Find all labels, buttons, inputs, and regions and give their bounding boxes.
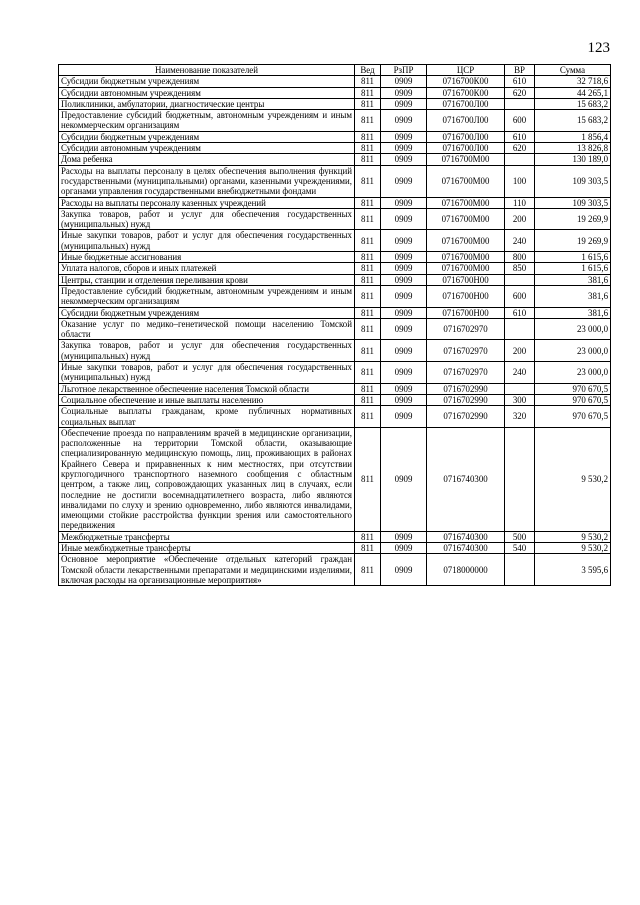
table-row (59, 230, 611, 252)
row-csr-cell: 0716700Н00 (427, 274, 505, 285)
row-sum-cell: 19 269,9 (535, 208, 611, 230)
row-ved-cell: 811 (355, 165, 381, 197)
row-vr-cell: 610 (505, 307, 535, 318)
row-ved-cell: 811 (355, 76, 381, 87)
row-vr-cell: 610 (505, 76, 535, 87)
row-sum-cell: 970 670,5 (535, 394, 611, 405)
row-csr-cell: 0716700Л00 (427, 98, 505, 109)
row-vr-cell: 620 (505, 87, 535, 98)
table-row (59, 554, 611, 586)
row-csr-cell: 0716700М00 (427, 197, 505, 208)
row-name-cell: Иные закупки товаров, работ и услуг для обеспечения государственных (муниципальных) нужд (59, 230, 355, 252)
row-rzpr-cell: 0909 (381, 197, 427, 208)
row-csr-cell: 0716700Л00 (427, 131, 505, 142)
header-ved: Вед (355, 65, 381, 76)
row-name-cell: Уплата налогов, сборов и иных платежей (59, 263, 355, 274)
row-name-cell: Закупка товаров, работ и услуг для обеспечения государственных (муниципальных) нужд (59, 340, 355, 362)
row-name-cell: Субсидии бюджетным учреждениям (59, 76, 355, 87)
row-ved-cell: 811 (355, 285, 381, 307)
table-row (59, 87, 611, 98)
table-row (59, 427, 611, 531)
row-sum-cell: 970 670,5 (535, 406, 611, 428)
table-row (59, 165, 611, 197)
row-sum-cell: 381,6 (535, 285, 611, 307)
row-name-cell: Льготное лекарственное обеспечение населения Томской области (59, 383, 355, 394)
row-ved-cell: 811 (355, 110, 381, 132)
table-row (59, 543, 611, 554)
row-csr-cell: 0716702970 (427, 318, 505, 340)
budget-table (58, 64, 611, 586)
row-vr-cell: 540 (505, 543, 535, 554)
row-csr-cell: 0716700К00 (427, 87, 505, 98)
row-name-cell: Закупка товаров, работ и услуг для обеспечения государственных (муниципальных) нужд (59, 208, 355, 230)
table-row (59, 143, 611, 154)
table-row (59, 76, 611, 87)
row-rzpr-cell: 0909 (381, 263, 427, 274)
row-rzpr-cell: 0909 (381, 143, 427, 154)
row-name-cell: Обеспечение проезда по направлениям врачей в медицинские организации, расположенные на территории Томской области, оказывающие специализированную медицинскую помощь, лиц, проживающих в районах Крайнего Севера и приравненных к ним местностях, при отсутствии круглогодичного транспортного наземного сообщения с областным центром, а также лиц, сопровождающих указанных лиц в случаях, если последние не достигли восемнадцатилетнего возраста, либо являются инвалидами по слуху и зрению одновременно, либо являются инвалидами, имеющими стойкие расстройства функции зрения или самостоятельного передвижения (59, 427, 355, 531)
row-rzpr-cell: 0909 (381, 394, 427, 405)
row-sum-cell: 1 615,6 (535, 263, 611, 274)
row-sum-cell: 19 269,9 (535, 230, 611, 252)
row-csr-cell: 0716702970 (427, 362, 505, 384)
row-csr-cell: 0716700М00 (427, 230, 505, 252)
row-name-cell: Предоставление субсидий бюджетным, автономным учреждениям и иным некоммерческим организациям (59, 285, 355, 307)
row-rzpr-cell: 0909 (381, 76, 427, 87)
header-sum: Сумма (535, 65, 611, 76)
row-ved-cell: 811 (355, 531, 381, 542)
row-vr-cell: 110 (505, 197, 535, 208)
row-rzpr-cell: 0909 (381, 87, 427, 98)
row-name-cell: Центры, станции и отделения переливания крови (59, 274, 355, 285)
row-sum-cell: 44 265,1 (535, 87, 611, 98)
row-ved-cell: 811 (355, 362, 381, 384)
table-row (59, 197, 611, 208)
row-rzpr-cell: 0909 (381, 554, 427, 586)
row-vr-cell: 800 (505, 252, 535, 263)
row-name-cell: Иные межбюджетные трансферты (59, 543, 355, 554)
row-csr-cell: 0716700Л00 (427, 143, 505, 154)
row-name-cell: Субсидии бюджетным учреждениям (59, 307, 355, 318)
row-sum-cell: 23 000,0 (535, 340, 611, 362)
row-name-cell: Субсидии автономным учреждениям (59, 87, 355, 98)
row-sum-cell: 9 530,2 (535, 531, 611, 542)
row-csr-cell: 0716702970 (427, 340, 505, 362)
table-row (59, 154, 611, 165)
row-rzpr-cell: 0909 (381, 340, 427, 362)
table-header-row (59, 65, 611, 76)
row-rzpr-cell: 0909 (381, 208, 427, 230)
row-sum-cell: 13 826,8 (535, 143, 611, 154)
row-rzpr-cell: 0909 (381, 318, 427, 340)
row-ved-cell: 811 (355, 427, 381, 531)
row-sum-cell: 9 530,2 (535, 543, 611, 554)
table-row (59, 98, 611, 109)
row-csr-cell: 0716702990 (427, 406, 505, 428)
row-sum-cell: 970 670,5 (535, 383, 611, 394)
table-row (59, 252, 611, 263)
row-sum-cell: 32 718,6 (535, 76, 611, 87)
row-vr-cell: 500 (505, 531, 535, 542)
row-vr-cell: 320 (505, 406, 535, 428)
row-name-cell: Социальные выплаты гражданам, кроме публичных нормативных социальных выплат (59, 406, 355, 428)
header-vr: ВР (505, 65, 535, 76)
row-csr-cell: 0716700Н00 (427, 307, 505, 318)
row-rzpr-cell: 0909 (381, 274, 427, 285)
table-row (59, 362, 611, 384)
row-ved-cell: 811 (355, 394, 381, 405)
row-ved-cell: 811 (355, 131, 381, 142)
row-name-cell: Предоставление субсидий бюджетным, автономным учреждениям и иным некоммерческим организациям (59, 110, 355, 132)
table-row (59, 307, 611, 318)
row-vr-cell: 200 (505, 340, 535, 362)
row-vr-cell: 240 (505, 362, 535, 384)
row-vr-cell (505, 383, 535, 394)
row-sum-cell: 23 000,0 (535, 318, 611, 340)
row-sum-cell: 1 615,6 (535, 252, 611, 263)
row-rzpr-cell: 0909 (381, 131, 427, 142)
header-name: Наименование показателей (59, 65, 355, 76)
row-name-cell: Межбюджетные трансферты (59, 531, 355, 542)
row-rzpr-cell: 0909 (381, 110, 427, 132)
row-csr-cell: 0718000000 (427, 554, 505, 586)
table-row (59, 110, 611, 132)
row-ved-cell: 811 (355, 208, 381, 230)
row-ved-cell: 811 (355, 318, 381, 340)
row-ved-cell: 811 (355, 274, 381, 285)
row-sum-cell: 23 000,0 (535, 362, 611, 384)
row-vr-cell (505, 98, 535, 109)
row-ved-cell: 811 (355, 252, 381, 263)
row-vr-cell: 300 (505, 394, 535, 405)
row-rzpr-cell: 0909 (381, 285, 427, 307)
row-sum-cell: 381,6 (535, 274, 611, 285)
row-ved-cell: 811 (355, 263, 381, 274)
table-row (59, 394, 611, 405)
row-ved-cell: 811 (355, 406, 381, 428)
row-rzpr-cell: 0909 (381, 307, 427, 318)
table-row (59, 263, 611, 274)
row-vr-cell (505, 154, 535, 165)
row-name-cell: Поликлиники, амбулатории, диагностические центры (59, 98, 355, 109)
row-rzpr-cell: 0909 (381, 383, 427, 394)
row-name-cell: Субсидии бюджетным учреждениям (59, 131, 355, 142)
row-ved-cell: 811 (355, 197, 381, 208)
row-csr-cell: 0716700М00 (427, 252, 505, 263)
row-csr-cell: 0716740300 (427, 543, 505, 554)
row-name-cell: Основное мероприятие «Обеспечение отдельных категорий граждан Томской области лекарственными препаратами и медицинскими изделиями, включая расходы на организационные мероприятия» (59, 554, 355, 586)
row-csr-cell: 0716700Л00 (427, 110, 505, 132)
row-rzpr-cell: 0909 (381, 154, 427, 165)
row-sum-cell: 3 595,6 (535, 554, 611, 586)
row-ved-cell: 811 (355, 307, 381, 318)
table-row (59, 274, 611, 285)
row-ved-cell: 811 (355, 230, 381, 252)
page-number: 123 (587, 40, 610, 56)
row-vr-cell (505, 318, 535, 340)
row-sum-cell: 381,6 (535, 307, 611, 318)
row-rzpr-cell: 0909 (381, 230, 427, 252)
table-row (59, 383, 611, 394)
row-rzpr-cell: 0909 (381, 252, 427, 263)
row-sum-cell: 109 303,5 (535, 165, 611, 197)
row-csr-cell: 0716700М00 (427, 208, 505, 230)
row-csr-cell: 0716740300 (427, 531, 505, 542)
row-csr-cell: 0716700Н00 (427, 285, 505, 307)
row-vr-cell (505, 427, 535, 531)
header-csr: ЦСР (427, 65, 505, 76)
row-ved-cell: 811 (355, 87, 381, 98)
row-name-cell: Субсидии автономным учреждениям (59, 143, 355, 154)
table-body (59, 76, 611, 586)
row-csr-cell: 0716700М00 (427, 154, 505, 165)
row-ved-cell: 811 (355, 154, 381, 165)
header-rzpr: РзПР (381, 65, 427, 76)
row-vr-cell: 240 (505, 230, 535, 252)
row-ved-cell: 811 (355, 383, 381, 394)
table-row (59, 531, 611, 542)
table-row (59, 318, 611, 340)
row-vr-cell (505, 554, 535, 586)
row-name-cell: Оказание услуг по медико–генетической помощи населению Томской области (59, 318, 355, 340)
row-vr-cell: 600 (505, 285, 535, 307)
table-row (59, 208, 611, 230)
row-csr-cell: 0716700М00 (427, 263, 505, 274)
row-rzpr-cell: 0909 (381, 543, 427, 554)
row-sum-cell: 130 189,0 (535, 154, 611, 165)
row-vr-cell: 100 (505, 165, 535, 197)
row-sum-cell: 15 683,2 (535, 110, 611, 132)
row-name-cell: Дома ребенка (59, 154, 355, 165)
row-sum-cell: 1 856,4 (535, 131, 611, 142)
row-vr-cell: 620 (505, 143, 535, 154)
row-csr-cell: 0716700М00 (427, 165, 505, 197)
row-name-cell: Социальное обеспечение и иные выплаты населению (59, 394, 355, 405)
row-rzpr-cell: 0909 (381, 98, 427, 109)
row-rzpr-cell: 0909 (381, 427, 427, 531)
row-vr-cell: 600 (505, 110, 535, 132)
row-ved-cell: 811 (355, 340, 381, 362)
row-csr-cell: 0716700К00 (427, 76, 505, 87)
row-name-cell: Иные закупки товаров, работ и услуг для обеспечения государственных (муниципальных) нужд (59, 362, 355, 384)
row-vr-cell: 610 (505, 131, 535, 142)
row-name-cell: Расходы на выплаты персоналу в целях обеспечения выполнения функций государственными (муниципальными) органами, казенными учреждениями, органами управления государственными внебюджетными фондами (59, 165, 355, 197)
row-ved-cell: 811 (355, 543, 381, 554)
row-csr-cell: 0716702990 (427, 394, 505, 405)
table-row (59, 131, 611, 142)
row-ved-cell: 811 (355, 98, 381, 109)
row-rzpr-cell: 0909 (381, 165, 427, 197)
table-row (59, 285, 611, 307)
row-ved-cell: 811 (355, 143, 381, 154)
row-csr-cell: 0716702990 (427, 383, 505, 394)
row-sum-cell: 15 683,2 (535, 98, 611, 109)
row-rzpr-cell: 0909 (381, 531, 427, 542)
row-sum-cell: 109 303,5 (535, 197, 611, 208)
row-vr-cell: 850 (505, 263, 535, 274)
row-csr-cell: 0716740300 (427, 427, 505, 531)
row-name-cell: Расходы на выплаты персоналу казенных учреждений (59, 197, 355, 208)
row-vr-cell (505, 274, 535, 285)
row-vr-cell: 200 (505, 208, 535, 230)
row-name-cell: Иные бюджетные ассигнования (59, 252, 355, 263)
row-rzpr-cell: 0909 (381, 362, 427, 384)
table-row (59, 406, 611, 428)
row-rzpr-cell: 0909 (381, 406, 427, 428)
row-sum-cell: 9 530,2 (535, 427, 611, 531)
row-ved-cell: 811 (355, 554, 381, 586)
table-row (59, 340, 611, 362)
